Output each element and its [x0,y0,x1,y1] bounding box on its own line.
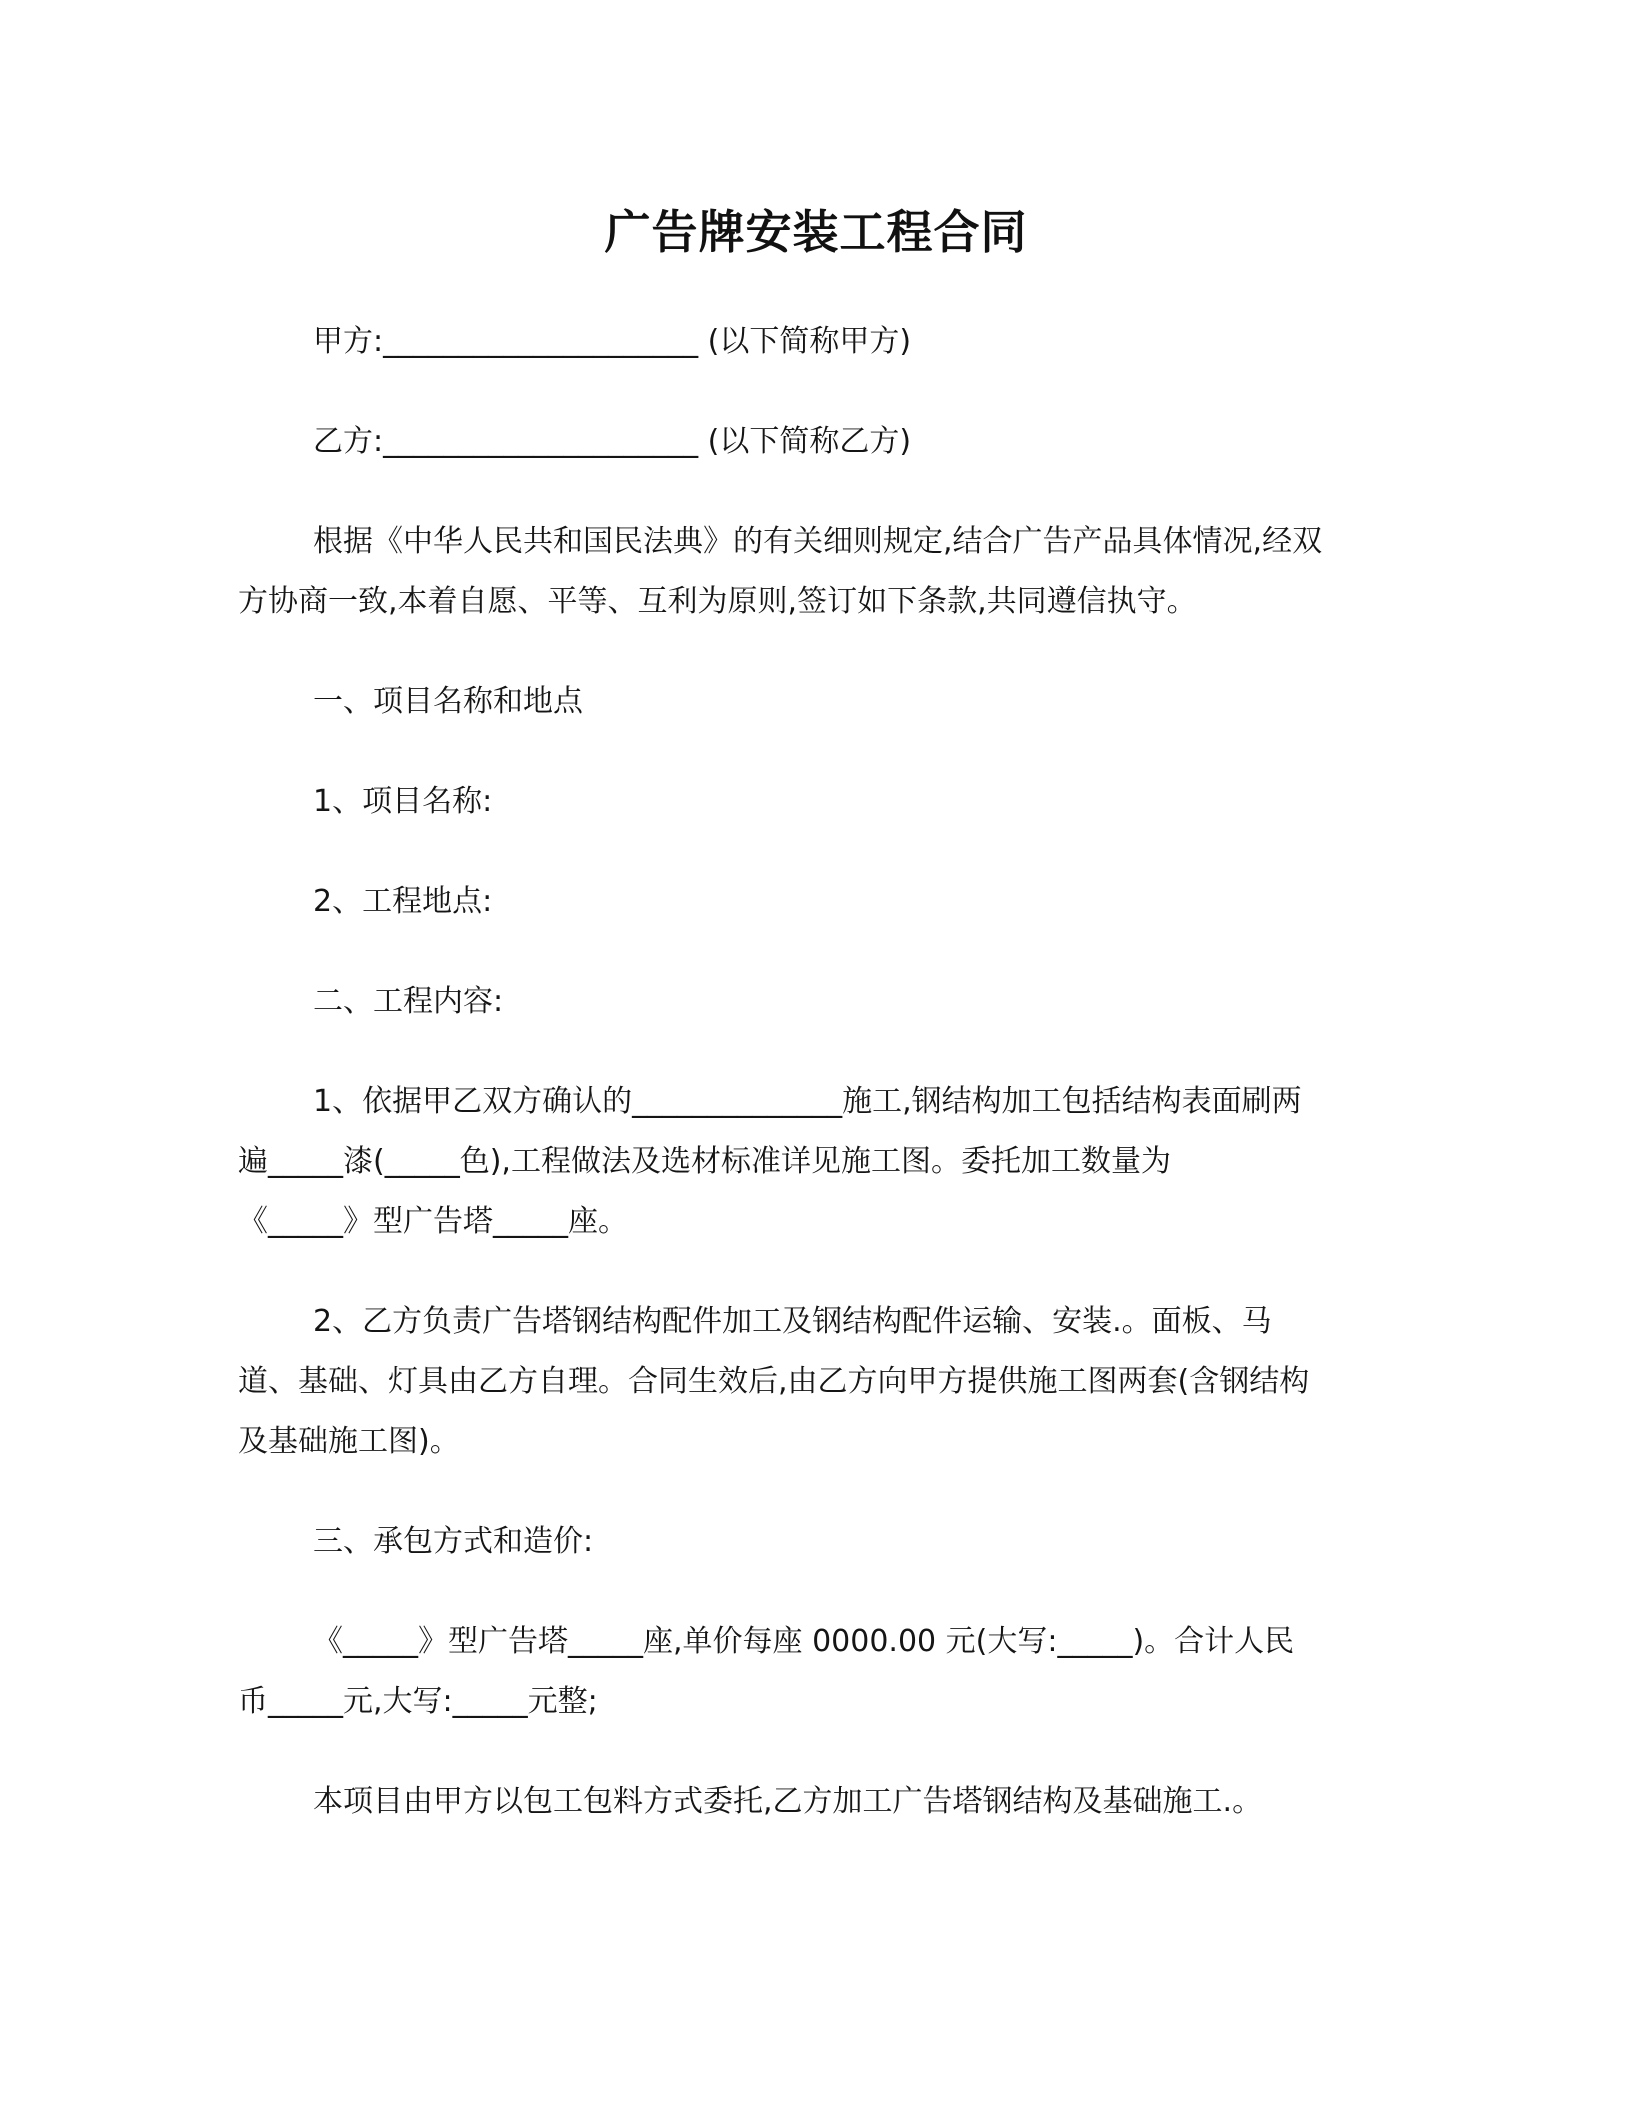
section-2-item-2-line-3: 及基础施工图)。 [238,1424,460,1459]
preamble-line-1: 根据《中华人民共和国民法典》的有关细则规定,结合广告产品具体情况,经双 [313,524,1323,559]
document-title: 广告牌安装工程合同 [604,205,1028,259]
section-2-heading: 二、工程内容: [313,984,504,1019]
section-2-item-2-line-1: 2、乙方负责广告塔钢结构配件加工及钢结构配件运输、安装.。面板、马 [313,1304,1272,1339]
section-3-price-line-1: 《_____》型广告塔_____座,单价每座 0000.00 元(大写:_____)。合计人民 [313,1624,1295,1659]
preamble-line-2: 方协商一致,本着自愿、平等、互利为原则,签订如下条款,共同遵信执守。 [238,584,1197,619]
party-a-line: 甲方:_____________________ (以下简称甲方) [313,324,912,359]
party-b-line: 乙方:_____________________ (以下简称乙方) [313,424,912,459]
section-2-item-1-line-1: 1、依据甲乙双方确认的______________施工,钢结构加工包括结构表面刷两 [313,1084,1302,1119]
section-3-price-line-2: 币_____元,大写:_____元整; [238,1684,598,1719]
section-1-item-1: 1、项目名称: [313,784,493,819]
section-2-item-1-line-2: 遍_____漆(_____色),工程做法及选材标准详见施工图。委托加工数量为 [238,1144,1171,1179]
section-3-heading: 三、承包方式和造价: [313,1524,594,1559]
section-1-heading: 一、项目名称和地点 [313,684,583,719]
section-2-item-2-line-2: 道、基础、灯具由乙方自理。合同生效后,由乙方向甲方提供施工图两套(含钢结构 [238,1364,1310,1399]
section-2-item-1-line-3: 《_____》型广告塔_____座。 [238,1204,628,1239]
section-1-item-2: 2、工程地点: [313,884,493,919]
section-3-note: 本项目由甲方以包工包料方式委托,乙方加工广告塔钢结构及基础施工.。 [313,1784,1263,1819]
